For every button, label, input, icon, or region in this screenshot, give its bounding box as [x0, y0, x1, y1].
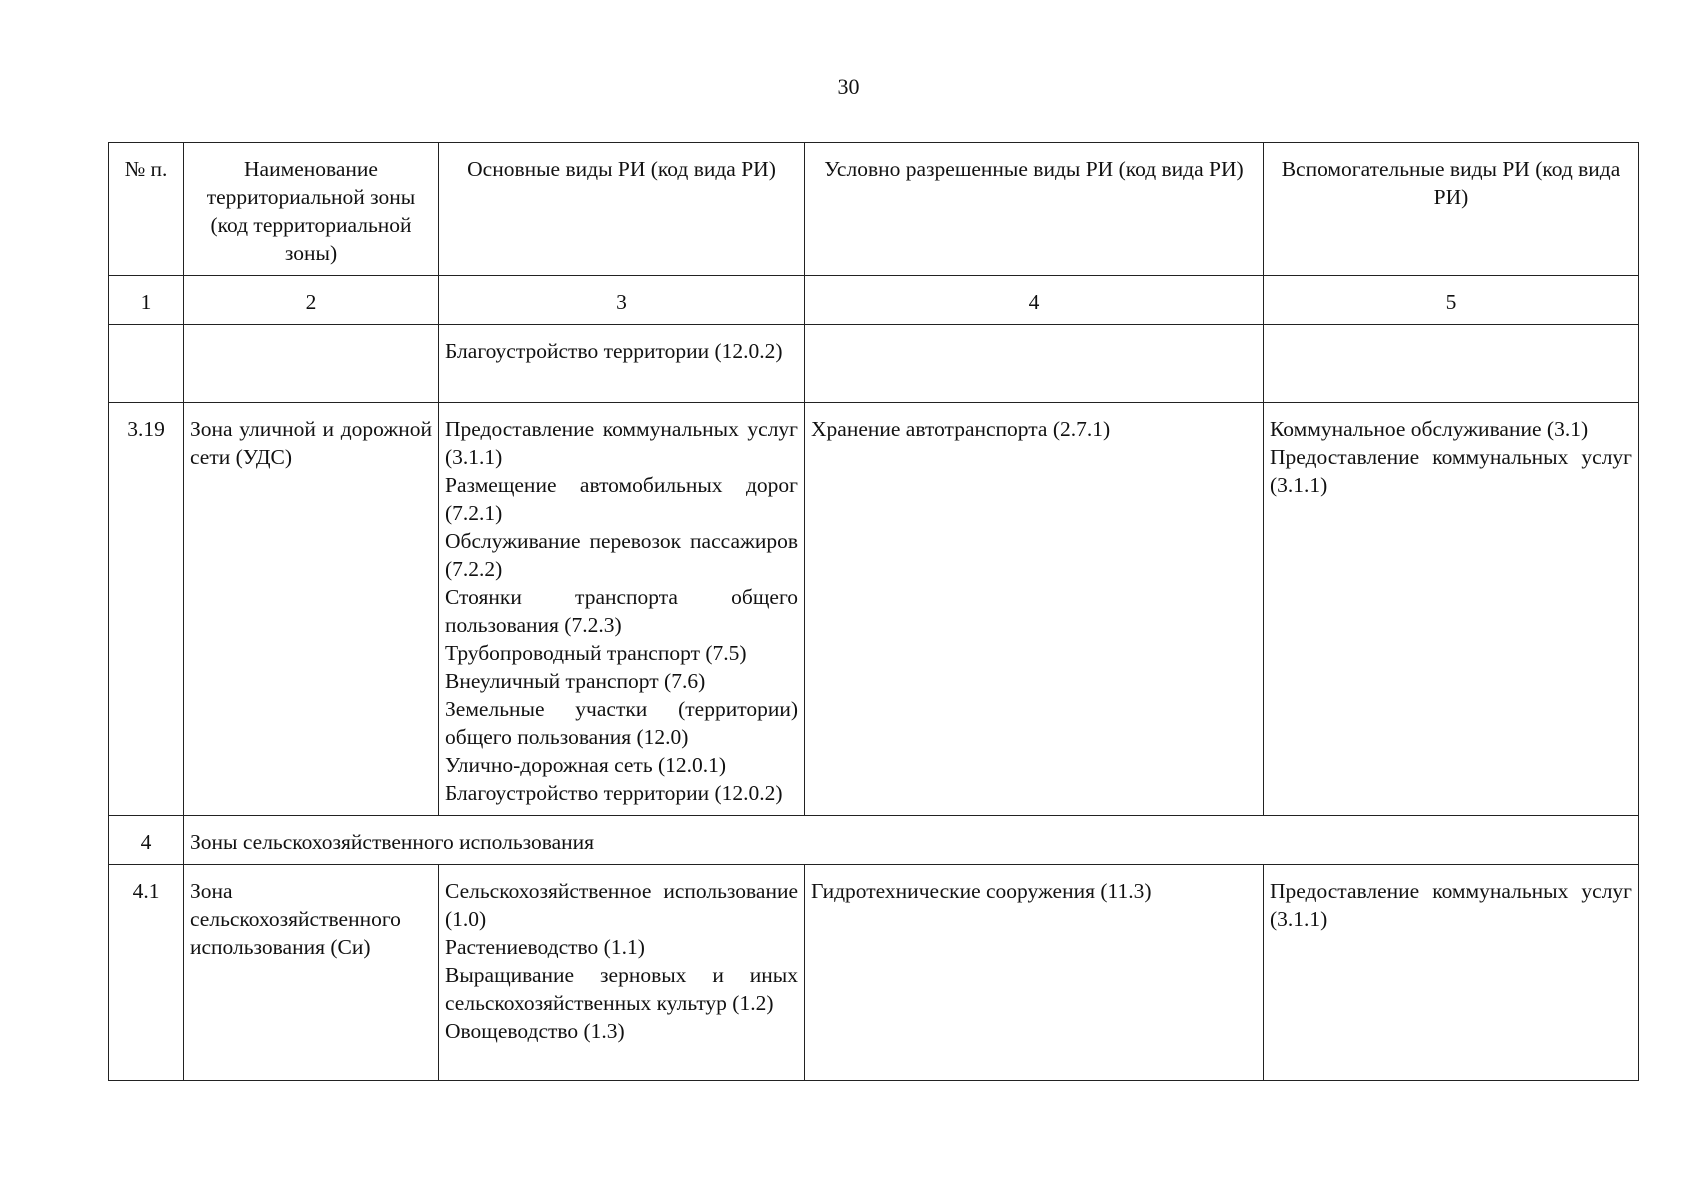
use-item: Предоставление коммунальных услуг (3.1.1) [1270, 445, 1632, 497]
auxiliary-uses-cell [1264, 325, 1639, 403]
auxiliary-uses-cell [1264, 865, 1639, 1081]
table-row [109, 403, 1639, 816]
use-item: Предоставление коммунальных услуг (3.1.1) [445, 417, 798, 469]
header-conditional-uses: Условно разрешенные виды РИ (код вида РИ) [805, 143, 1264, 276]
use-item: Земельные участки (территории) общего пользования (12.0) [445, 697, 798, 749]
use-item: Гидротехнические сооружения (11.3) [811, 879, 1152, 903]
table-row [109, 865, 1639, 1081]
use-item: Хранение автотранспорта (2.7.1) [811, 417, 1111, 441]
section-number: 4 [109, 816, 184, 865]
use-item: Трубопроводный транспорт (7.5) [445, 641, 747, 665]
main-uses-cell [439, 325, 805, 403]
row-number: 3.19 [109, 403, 184, 816]
auxiliary-uses-cell [1264, 403, 1639, 816]
main-uses-cell [439, 865, 805, 1081]
use-item: Внеуличный транспорт (7.6) [445, 669, 706, 693]
use-item: Овощеводство (1.3) [445, 1019, 625, 1043]
header-auxiliary-uses: Вспомогательные виды РИ (код вида РИ) [1264, 143, 1639, 276]
column-number: 3 [439, 276, 805, 325]
use-item: Размещение автомобильных дорог (7.2.1) [445, 473, 798, 525]
row-number: 4.1 [109, 865, 184, 1081]
main-uses-cell [439, 403, 805, 816]
table-header-row [109, 143, 1639, 276]
header-number: № п. [109, 143, 184, 276]
column-number: 4 [805, 276, 1264, 325]
page-number: 30 [837, 74, 860, 99]
use-item: Коммунальное обслуживание (3.1) [1270, 417, 1589, 441]
column-number: 5 [1264, 276, 1639, 325]
zone-name [184, 325, 439, 403]
use-item: Стоянки транспорта общего пользования (7.2.3) [445, 585, 798, 637]
use-item: Растениеводство (1.1) [445, 935, 645, 959]
conditional-uses-cell [805, 865, 1264, 1081]
section-row [109, 816, 1639, 865]
use-item: Благоустройство территории (12.0.2) [445, 339, 783, 363]
use-item: Выращивание зерновых и иных сельскохозяйственных культур (1.2) [445, 963, 798, 1015]
column-number: 2 [184, 276, 439, 325]
section-title: Зоны сельскохозяйственного использования [184, 816, 1639, 865]
use-item: Благоустройство территории (12.0.2) [445, 781, 783, 805]
header-zone-name: Наименование территориальной зоны (код территориальной зоны) [184, 143, 439, 276]
column-number-row [109, 276, 1639, 325]
use-item: Улично-дорожная сеть (12.0.1) [445, 753, 727, 777]
table-row [109, 325, 1639, 403]
zone-name: Зона уличной и дорожной сети (УДС) [184, 403, 439, 816]
column-number: 1 [109, 276, 184, 325]
conditional-uses-cell [805, 325, 1264, 403]
zone-name: Зона сельскохозяйственного использования (Си) [184, 865, 439, 1081]
use-item: Обслуживание перевозок пассажиров (7.2.2) [445, 529, 798, 581]
header-main-uses: Основные виды РИ (код вида РИ) [439, 143, 805, 276]
zones-table [108, 142, 1639, 1081]
use-item: Сельскохозяйственное использование (1.0) [445, 879, 798, 931]
conditional-uses-cell [805, 403, 1264, 816]
row-number [109, 325, 184, 403]
use-item: Предоставление коммунальных услуг (3.1.1) [1270, 879, 1632, 931]
